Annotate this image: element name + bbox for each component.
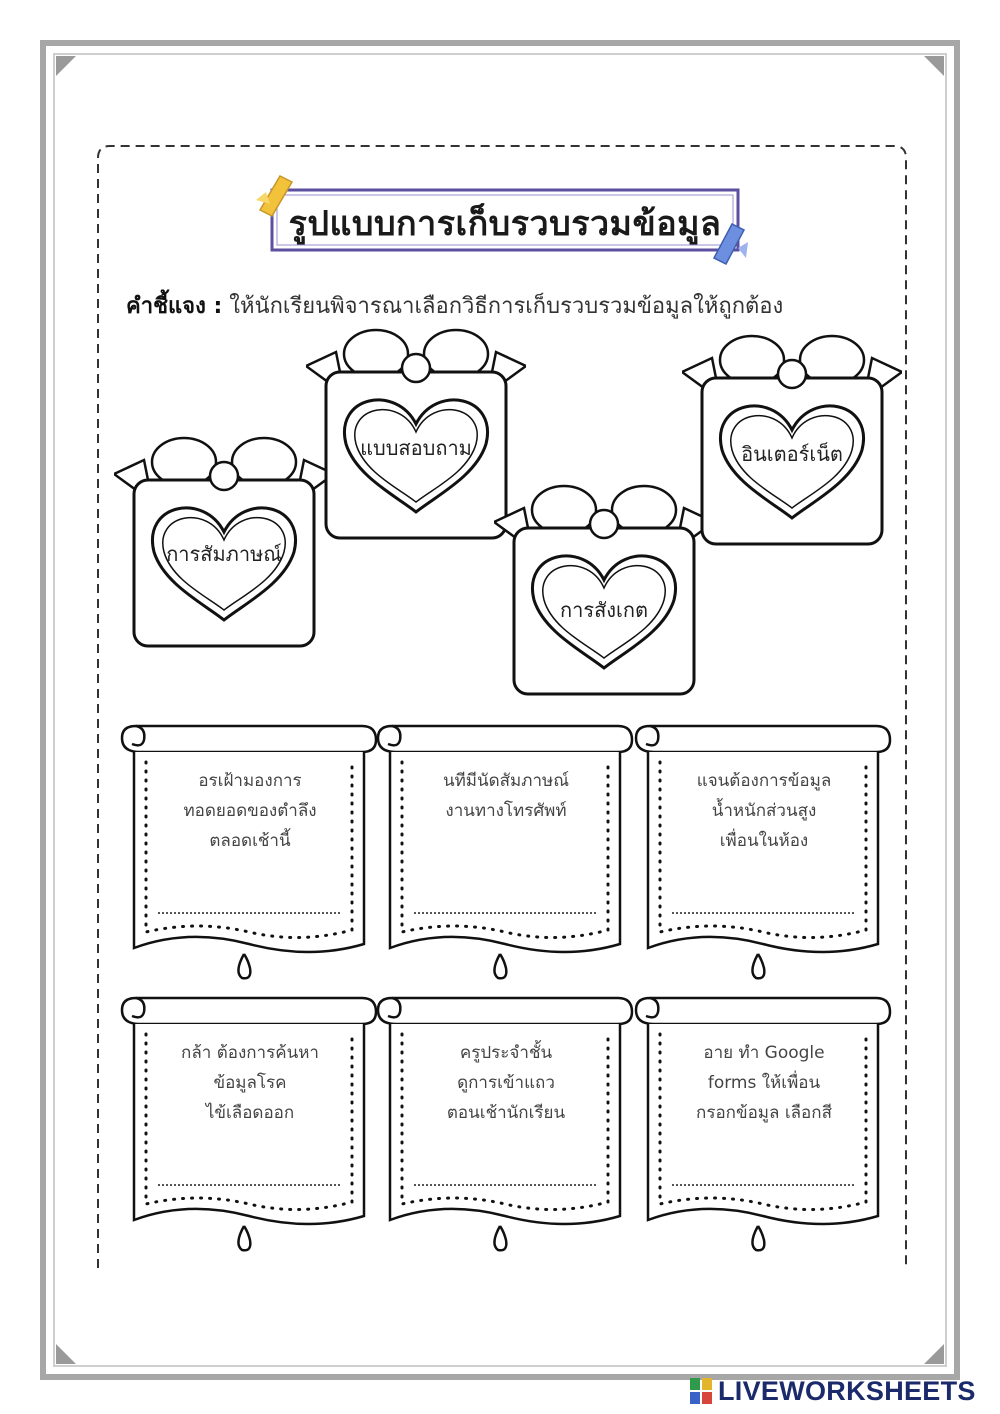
scroll-card-5 bbox=[374, 994, 636, 1254]
card-line: แจนต้องการข้อมูล bbox=[696, 771, 832, 791]
gift-box-questionnaire[interactable] bbox=[306, 326, 526, 556]
card-line: ครูประจำชั้น bbox=[459, 1043, 553, 1063]
gift-box-internet[interactable] bbox=[682, 332, 902, 562]
card-line: น้ำหนักส่วนสูง bbox=[711, 801, 817, 821]
card-line: กรอกข้อมูล เลือกสี bbox=[696, 1103, 832, 1123]
page-title: รูปแบบการเก็บรวบรวมข้อมูล bbox=[288, 204, 722, 244]
card-line: ตลอดเช้านี้ bbox=[209, 831, 291, 851]
scroll-card-3 bbox=[632, 722, 894, 982]
brand-text: LIVEWORKSHEETS bbox=[718, 1376, 976, 1406]
card-line: อาย ทำ Google bbox=[703, 1043, 825, 1063]
card-text bbox=[152, 766, 348, 856]
card-line: ข้อมูลโรค bbox=[213, 1073, 287, 1093]
scroll-card-6 bbox=[632, 994, 894, 1254]
gift-box-observation[interactable] bbox=[494, 482, 714, 712]
card-text bbox=[408, 766, 604, 826]
gift-box-interview[interactable] bbox=[114, 434, 334, 664]
liveworksheets-icon bbox=[690, 1378, 712, 1404]
answer-blank[interactable] bbox=[672, 1164, 854, 1186]
card-text bbox=[666, 766, 862, 856]
answer-blank[interactable] bbox=[672, 892, 854, 914]
instruction-label: คำชี้แจง : bbox=[126, 294, 223, 319]
scroll-card-4 bbox=[118, 994, 380, 1254]
card-text bbox=[408, 1038, 604, 1128]
instruction-text: ให้นักเรียนพิจารณาเลือกวิธีการเก็บรวบรวมข้อมูลให้ถูกต้อง bbox=[229, 294, 784, 319]
gift-label: การสัมภาษณ์ bbox=[166, 542, 282, 566]
card-text bbox=[666, 1038, 862, 1128]
liveworksheets-logo bbox=[690, 1374, 990, 1408]
answer-blank[interactable] bbox=[414, 892, 596, 914]
answer-blank[interactable] bbox=[414, 1164, 596, 1186]
card-line: forms ให้เพื่อน bbox=[707, 1073, 821, 1093]
card-line: กล้า ต้องการค้นหา bbox=[181, 1043, 319, 1063]
instruction bbox=[126, 288, 886, 323]
gift-label: การสังเกต bbox=[560, 598, 648, 622]
gift-label: อินเตอร์เน็ต bbox=[741, 442, 843, 466]
card-line: เพื่อนในห้อง bbox=[719, 831, 809, 851]
answer-blank[interactable] bbox=[158, 1164, 340, 1186]
card-line: ไข้เลือดออก bbox=[205, 1103, 295, 1123]
answer-blank[interactable] bbox=[158, 892, 340, 914]
card-line: ดูการเข้าแถว bbox=[457, 1073, 555, 1093]
card-line: ทอดยอดของตำลึง bbox=[183, 801, 317, 821]
card-text bbox=[152, 1038, 348, 1128]
scroll-card-1 bbox=[118, 722, 380, 982]
scroll-card-2 bbox=[374, 722, 636, 982]
scroll-icon bbox=[374, 722, 636, 982]
card-line: นทีมีนัดสัมภาษณ์ bbox=[442, 771, 569, 791]
card-line: งานทางโทรศัพท์ bbox=[445, 801, 567, 821]
gift-label: แบบสอบถาม bbox=[360, 436, 472, 460]
card-line: ตอนเช้านักเรียน bbox=[446, 1103, 566, 1123]
card-line: อรเฝ้ามองการ bbox=[198, 771, 302, 791]
